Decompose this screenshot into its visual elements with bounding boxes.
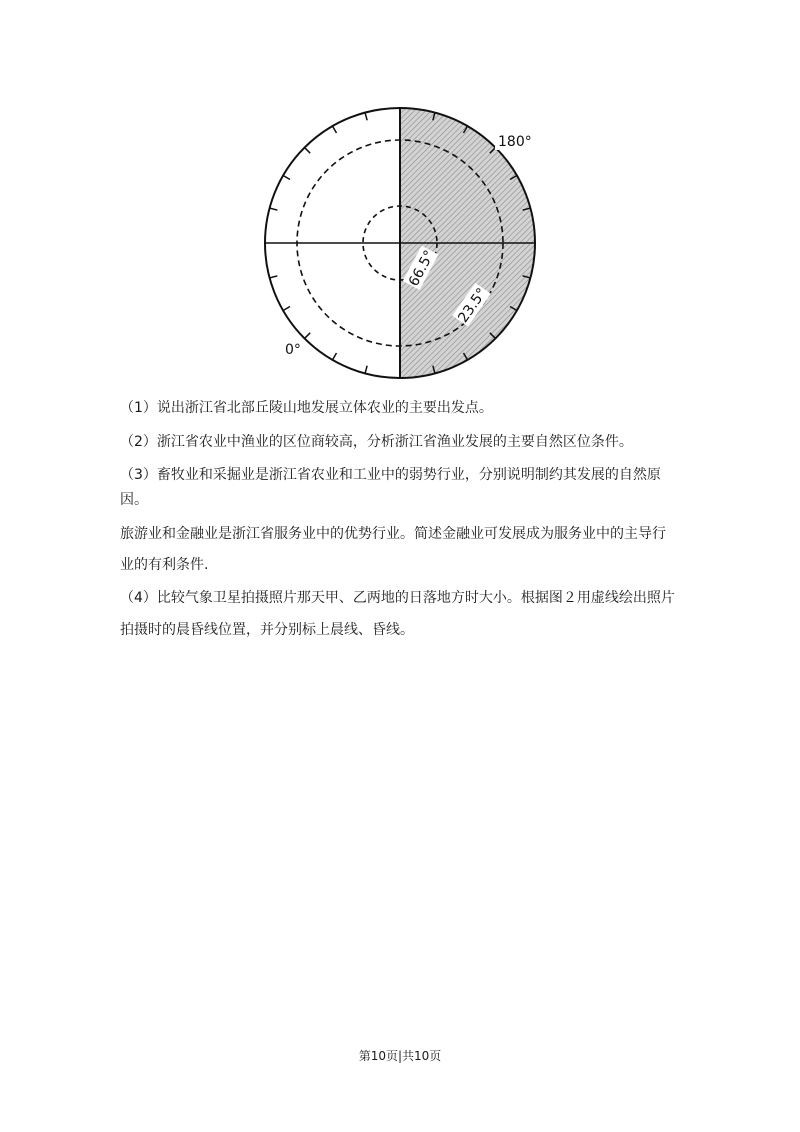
label-66-5: 66.5° xyxy=(405,247,438,290)
tick-mark xyxy=(283,176,290,180)
tick-mark xyxy=(365,366,367,374)
tick-mark xyxy=(305,333,311,339)
question-3-line2: 因。 xyxy=(120,492,148,508)
label-23-5: 23.5° xyxy=(455,285,491,326)
question-3-line4: 业的有利条件. xyxy=(120,557,209,573)
tick-mark xyxy=(333,126,337,133)
question-2: （2）浙江省农业中渔业的区位商较高，分析浙江省渔业发展的主要自然区位条件。 xyxy=(120,434,633,450)
polar-diagram xyxy=(255,100,545,390)
tick-mark xyxy=(270,276,278,278)
tick-mark xyxy=(283,307,290,311)
question-3-line1: （3）畜牧业和采掘业是浙江省农业和工业中的弱势行业，分别说明制约其发展的自然原 xyxy=(120,467,661,483)
tick-mark xyxy=(270,208,278,210)
question-4-line2: 拍摄时的晨昏线位置，并分别标上晨线、昏线。 xyxy=(120,622,414,638)
tick-mark xyxy=(333,353,337,360)
tick-mark xyxy=(365,113,367,121)
question-3-line3: 旅游业和金融业是浙江省服务业中的优势行业。简述金融业可发展成为服务业中的主导行 xyxy=(120,526,666,542)
label-180: 180° xyxy=(498,134,532,150)
question-1: （1）说出浙江省北部丘陵山地发展立体农业的主要出发点。 xyxy=(120,400,493,416)
tick-mark xyxy=(305,148,311,154)
question-4-line1: （4）比较气象卫星拍摄照片那天甲、乙两地的日落地方时大小。根据图２用虚线绘出照片 xyxy=(120,590,675,606)
label-0: 0° xyxy=(285,342,301,358)
page-footer: 第10页|共10页 xyxy=(358,1049,442,1063)
